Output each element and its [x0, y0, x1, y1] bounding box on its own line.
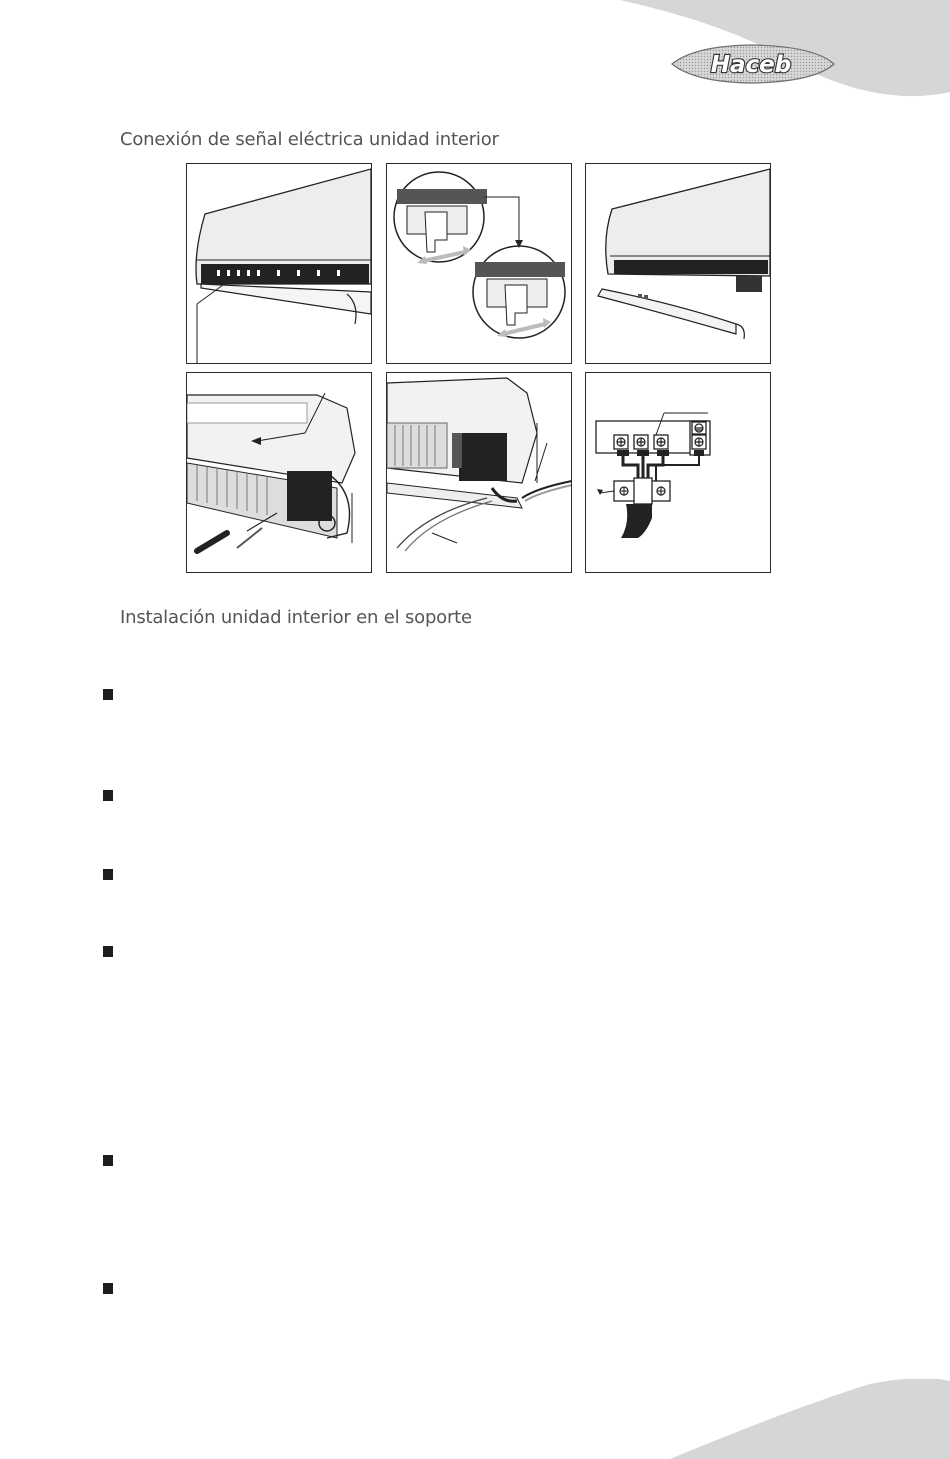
bullet-marker: [103, 1283, 113, 1294]
figure-step-5: [386, 372, 572, 573]
logo-text: Haceb: [710, 52, 792, 78]
bullet-marker: [103, 946, 113, 957]
figure-step-1: [186, 163, 372, 364]
bullet-marker: [103, 689, 113, 700]
figure-step-4: [186, 372, 372, 573]
bullet-marker: [103, 869, 113, 880]
haceb-logo: [664, 40, 838, 88]
support-installation-title: Instalación unidad interior en el soporte: [120, 607, 472, 628]
figure-step-3: [585, 163, 771, 364]
bullet-marker: [103, 790, 113, 801]
signal-connection-title: Conexión de señal eléctrica unidad interior: [120, 129, 499, 150]
figure-step-6: [585, 372, 771, 573]
figure-step-2: [386, 163, 572, 364]
bottom-corner-decoration: [670, 1379, 950, 1459]
bullet-marker: [103, 1155, 113, 1166]
